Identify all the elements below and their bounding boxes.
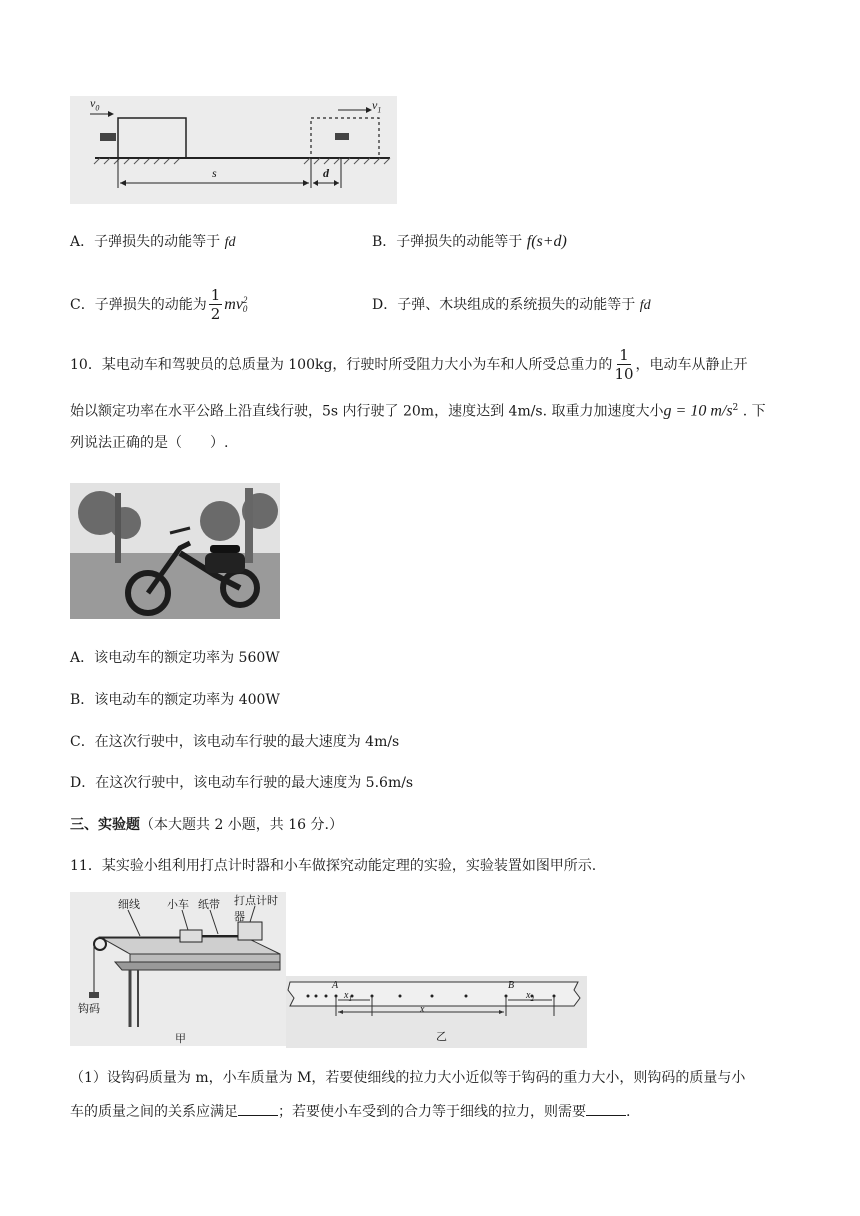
option-b-formula: f(s+d) (526, 233, 567, 250)
q10-option-a: A．该电动车的额定功率为 560W (70, 650, 280, 666)
answer-blank-1[interactable] (238, 1101, 278, 1116)
q9-option-b (372, 232, 567, 252)
label-x1: $x_1$ (344, 990, 352, 1003)
q10-option-c: C．在这次行驶中，该电动车行驶的最大速度为 4m/s (70, 734, 400, 750)
option-a-formula: fd (224, 235, 236, 250)
q10-line-1: 10．某电动车和驾驶员的总质量为 100kg，行驶时所受阻力大小为车和人所受总重力的 $\frac{1}{10}$ ，电动车从静止开 (70, 346, 748, 383)
option-b-text: B．子弹损失的动能等于 (372, 234, 527, 250)
q9-option-c (70, 285, 247, 325)
option-a-text: A．子弹损失的动能等于 (70, 234, 225, 250)
option-c-formula: mv 2 0 (224, 295, 248, 315)
apparatus-figure-jia (70, 892, 286, 1046)
label-xiaoche: 小车 (167, 898, 189, 911)
section-3-heading: 三、实验题（本大题共 2 小题，共 16 分.） (70, 817, 343, 833)
s-label: s (212, 166, 217, 180)
q10-line-2: 始以额定功率在水平公路上沿直线行驶，5s 内行驶了 20m，速度达到 4m/s. 取重力加速度大小g = 10 $m/s^2$ . 下 (70, 402, 766, 420)
label-x2: $x_2$ (526, 990, 534, 1003)
bullet-block-diagram (70, 96, 397, 204)
q10-option-b: B．该电动车的额定功率为 400W (70, 692, 280, 708)
q11-sub1-line-2: 车的质量之间的关系应满足 ；若要使小车受到的合力等于细线的拉力，则需要 . (70, 1101, 630, 1122)
ebike-photo (70, 483, 280, 619)
label-x: x (420, 1004, 425, 1015)
label-A: A (332, 980, 339, 991)
label-jia: 甲 (175, 1032, 186, 1045)
v0-label: $v_0$ (90, 96, 100, 113)
answer-blank-2[interactable] (586, 1101, 626, 1116)
q10-fraction: $\frac{1}{10}$ (614, 346, 634, 383)
option-c-fraction: $\frac{1}{2}$ (210, 286, 221, 323)
ebike-icon (70, 483, 280, 619)
option-d-text: D．子弹、木块组成的系统损失的动能等于 (372, 297, 640, 313)
bullet-icon (100, 133, 116, 141)
d-label: d (323, 166, 329, 180)
label-yi: 乙 (436, 1030, 447, 1043)
q11-stem: 11．某实验小组利用打点计时器和小车做探究动能定理的实验，实验装置如图甲所示. (70, 858, 597, 874)
option-d-formula: fd (639, 298, 651, 313)
tape-figure-yi (286, 976, 587, 1048)
label-dadian: 打点计时器 (234, 894, 278, 923)
option-c-text: C．子弹损失的动能为 (70, 297, 207, 313)
label-zhidai: 纸带 (198, 898, 220, 911)
label-gouma: 钩码 (78, 1002, 100, 1015)
v1-label: $v_1$ (372, 98, 382, 115)
label-xixian: 细线 (118, 898, 140, 911)
q10-option-d: D．在这次行驶中，该电动车行驶的最大速度为 5.6m/s (70, 775, 414, 791)
label-B: B (508, 980, 515, 991)
q10-line-3: 列说法正确的是（ ）. (70, 435, 229, 451)
q9-option-d (372, 295, 651, 316)
bullet-block-figure (70, 96, 397, 204)
q11-sub1-line-1: （1）设钩码质量为 m，小车质量为 M，若要使细线的拉力大小近似等于钩码的重力大小，则钩码的质量与小 (70, 1070, 746, 1086)
q9-option-a (70, 232, 235, 253)
